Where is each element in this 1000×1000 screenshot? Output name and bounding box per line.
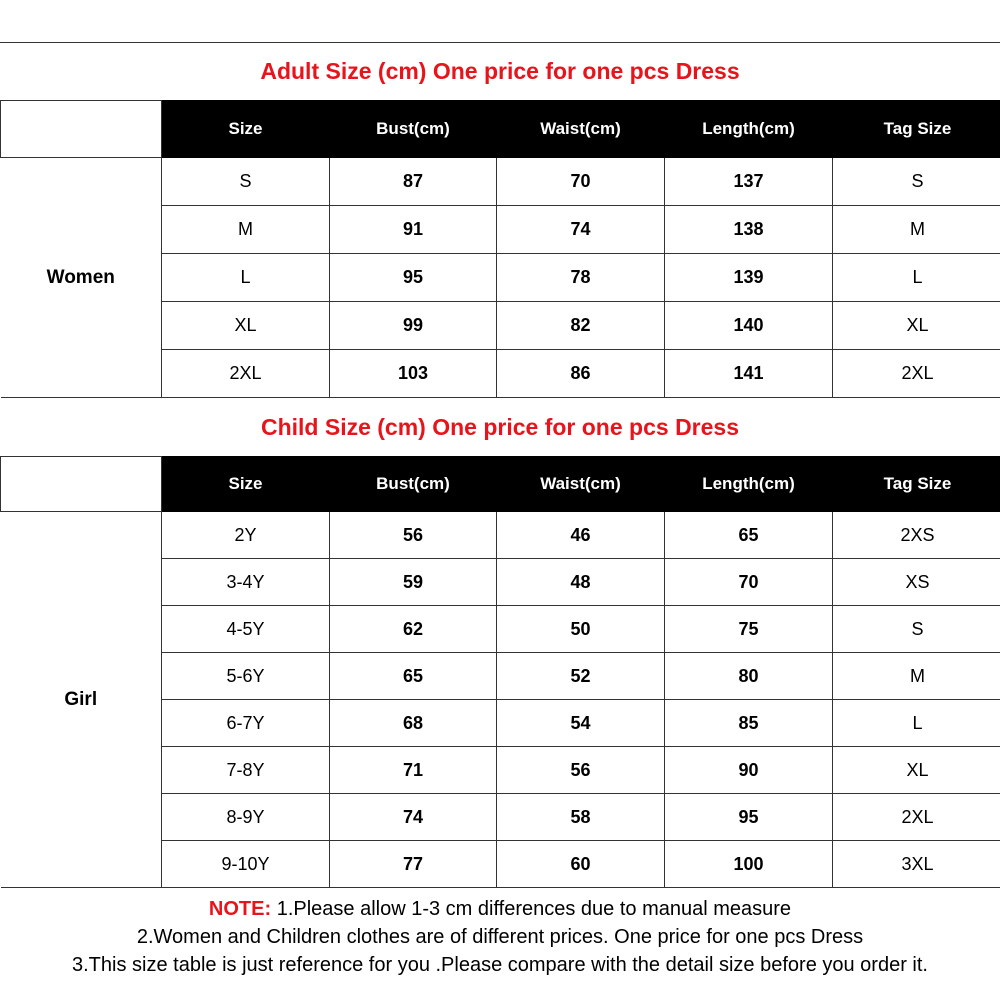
- table-cell: 62: [330, 606, 497, 653]
- table-cell: M: [833, 206, 1000, 254]
- table-cell: 59: [330, 559, 497, 606]
- table-cell: 50: [497, 606, 665, 653]
- table-cell: 4-5Y: [162, 606, 330, 653]
- note-label: NOTE:: [208, 898, 272, 920]
- table-cell: 99: [330, 302, 497, 350]
- column-header: Length(cm): [665, 101, 833, 158]
- table-cell: 138: [665, 206, 833, 254]
- table-row: [1, 158, 1000, 206]
- child-size-title: Child Size (cm) One price for one pcs Dress: [260, 414, 739, 440]
- table-cell: 2XL: [833, 794, 1000, 841]
- table-cell: 65: [330, 653, 497, 700]
- table-cell: 70: [497, 158, 665, 206]
- column-header: Bust(cm): [330, 101, 497, 158]
- table-cell: 2XS: [833, 512, 1000, 559]
- group-label: Women: [1, 158, 162, 398]
- table-cell: 60: [497, 841, 665, 888]
- table-cell: XL: [833, 747, 1000, 794]
- column-header: Size: [162, 101, 330, 158]
- table-cell: 3XL: [833, 841, 1000, 888]
- table-cell: 75: [665, 606, 833, 653]
- table-cell: L: [833, 700, 1000, 747]
- table-cell: XS: [833, 559, 1000, 606]
- header-blank-cell: [1, 457, 162, 512]
- table-cell: 46: [497, 512, 665, 559]
- table-cell: 52: [497, 653, 665, 700]
- table-row: [1, 512, 1000, 559]
- table-cell: 70: [665, 559, 833, 606]
- column-header: Size: [162, 457, 330, 512]
- table-cell: 82: [497, 302, 665, 350]
- table-cell: 3-4Y: [162, 559, 330, 606]
- table-cell: 100: [665, 841, 833, 888]
- table-cell: 78: [497, 254, 665, 302]
- note-line-2: 2.Women and Children clothes are of different prices. One price for one pcs Dress: [136, 926, 864, 948]
- table-cell: 95: [665, 794, 833, 841]
- table-cell: M: [162, 206, 330, 254]
- table-cell: 90: [665, 747, 833, 794]
- table-cell: 56: [497, 747, 665, 794]
- top-border: [0, 42, 1000, 43]
- table-cell: 71: [330, 747, 497, 794]
- table-cell: XL: [162, 302, 330, 350]
- table-cell: 7-8Y: [162, 747, 330, 794]
- table-cell: XL: [833, 302, 1000, 350]
- column-header: Length(cm): [665, 457, 833, 512]
- table-cell: 95: [330, 254, 497, 302]
- table-cell: 77: [330, 841, 497, 888]
- table-cell: 103: [330, 350, 497, 398]
- column-header: Tag Size: [833, 457, 1000, 512]
- table-cell: 74: [497, 206, 665, 254]
- table-cell: 139: [665, 254, 833, 302]
- column-header: Tag Size: [833, 101, 1000, 158]
- group-label: Girl: [1, 512, 162, 888]
- table-cell: M: [833, 653, 1000, 700]
- adult-size-table: [0, 100, 1000, 398]
- note-text-1: 1.Please allow 1-3 cm differences due to manual measure: [271, 898, 792, 920]
- header-blank-cell: [1, 101, 162, 158]
- table-cell: 8-9Y: [162, 794, 330, 841]
- table-cell: 137: [665, 158, 833, 206]
- table-cell: 54: [497, 700, 665, 747]
- table-cell: 2XL: [833, 350, 1000, 398]
- table-cell: 91: [330, 206, 497, 254]
- table-cell: 140: [665, 302, 833, 350]
- table-cell: 141: [665, 350, 833, 398]
- table-cell: 48: [497, 559, 665, 606]
- note-line-1: [0, 898, 1000, 921]
- table-cell: 80: [665, 653, 833, 700]
- table-cell: 87: [330, 158, 497, 206]
- table-cell: 9-10Y: [162, 841, 330, 888]
- table-cell: S: [833, 606, 1000, 653]
- note-line-3: 3.This size table is just reference for you .Please compare with the detail size before you order it.: [72, 954, 928, 976]
- adult-size-title: Adult Size (cm) One price for one pcs Dress: [260, 58, 740, 84]
- table-cell: 2Y: [162, 512, 330, 559]
- table-cell: 65: [665, 512, 833, 559]
- table-cell: 2XL: [162, 350, 330, 398]
- column-header: Waist(cm): [497, 457, 665, 512]
- column-header: Bust(cm): [330, 457, 497, 512]
- column-header: Waist(cm): [497, 101, 665, 158]
- child-size-table: [0, 456, 1000, 888]
- table-cell: 74: [330, 794, 497, 841]
- table-cell: L: [162, 254, 330, 302]
- table-cell: 85: [665, 700, 833, 747]
- table-cell: L: [833, 254, 1000, 302]
- table-cell: 5-6Y: [162, 653, 330, 700]
- table-cell: 58: [497, 794, 665, 841]
- table-cell: 6-7Y: [162, 700, 330, 747]
- table-cell: S: [162, 158, 330, 206]
- table-cell: 86: [497, 350, 665, 398]
- table-cell: S: [833, 158, 1000, 206]
- table-cell: 56: [330, 512, 497, 559]
- table-cell: 68: [330, 700, 497, 747]
